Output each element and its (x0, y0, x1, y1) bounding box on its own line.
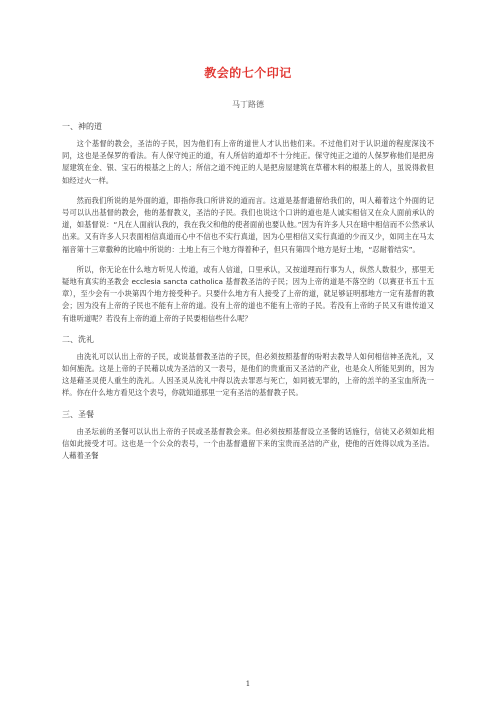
document-author: 马丁路德 (232, 100, 264, 109)
document-title: 教会的七个印记 (204, 66, 292, 80)
paragraph: 由圣坛前的圣餐可以认出上帝的子民或圣基督教会来。但必须按照基督设立圣餐的话施行，信徒又必须如此相信如此接受才可。这也是一个公众的表号，一个由基督遗留下来的宝贵而圣洁的产业，使他的百姓得以成为圣洁。人藉着圣餐 (62, 426, 434, 461)
paragraph: 这个基督的教会，圣洁的子民，因为他们有上帝的道世人才认出他们来。不过他们对于认识道的程度深浅不同，这也是圣保罗的看法。有人保守纯正的道，有人所信的道却不十分纯正。保守纯正之道的人保罗称他们是把房屋建筑在金、银、宝石的根基之上的人；所信之道不纯正的人是把房屋建筑在草稽木料的根基上的人，虽说得救但如经过火一样。 (62, 139, 434, 185)
section-heading: 三、圣餐 (62, 409, 94, 419)
page-number: 1 (245, 680, 251, 688)
paragraph: 所以，你无论在什么地方听见人传道，或有人信道，口里承认，又按道理而行事为人，纵然人数很少，那里无疑地有真实的圣教会 ecclesia sancta catholica 基督教圣洁的子民；因为上帝的道是不落空的（以赛亚书五十五章），至少会有一小块第四个地方接受种子。只要什么地方有人接受了上帝的道，就足够证明那地方一定有基督的教会；因为没有上帝的子民也不能有上帝的道。没有上帝的道也不能有上帝的子民。若没有上帝的子民又有谁传道又有谁听道呢？若没有上帝的道上帝的子民要相信些什么呢？ (62, 264, 434, 323)
document-body (62, 118, 434, 470)
section-heading: 一、神的道 (62, 122, 102, 131)
section-heading: 二、洗礼 (62, 334, 94, 344)
paragraph: 由洗礼可以认出上帝的子民，或说基督教圣洁的子民，但必须按照基督的吩咐去教导人如何相信神圣洗礼，又如何施洗。这是上帝的子民藉以成为圣洁的又一表号，是他们的贵重而又圣洁的产业，也是众人所能见到的，因为这是藉圣灵使人重生的洗礼。人因圣灵从洗礼中得以洗去罪恶与死亡，如同被无罪的，上帝的羔羊的圣宝血所洗一样。你在什么地方看见这个表号，你就知道那里一定有圣洁的基督教子民。 (62, 351, 434, 398)
paragraph: 然而我们所说的是外面的道，即指你我口所讲说的道而言。这道是基督遗留给我们的，叫人藉着这个外面的记号可以认出基督的教会，他的基督教义，圣洁的子民。我们也说这个口讲的道也是人诚实相信又在众人面前承认的道，如基督说：“凡在人面前认我的，我在我父和他的使者面前也要认他。”因为有许多人只在暗中相信而不公然承认出来。又有许多人只表面相信真道而心中不信也不实行真道，因为心里相信又实行真道的少而又少，如同主在马太福音第十三章撒种的比喻中所说的：土地上有三个地方得着种子，但只有第四个地方是好土地，“忍耐着结实”。 (62, 195, 434, 254)
